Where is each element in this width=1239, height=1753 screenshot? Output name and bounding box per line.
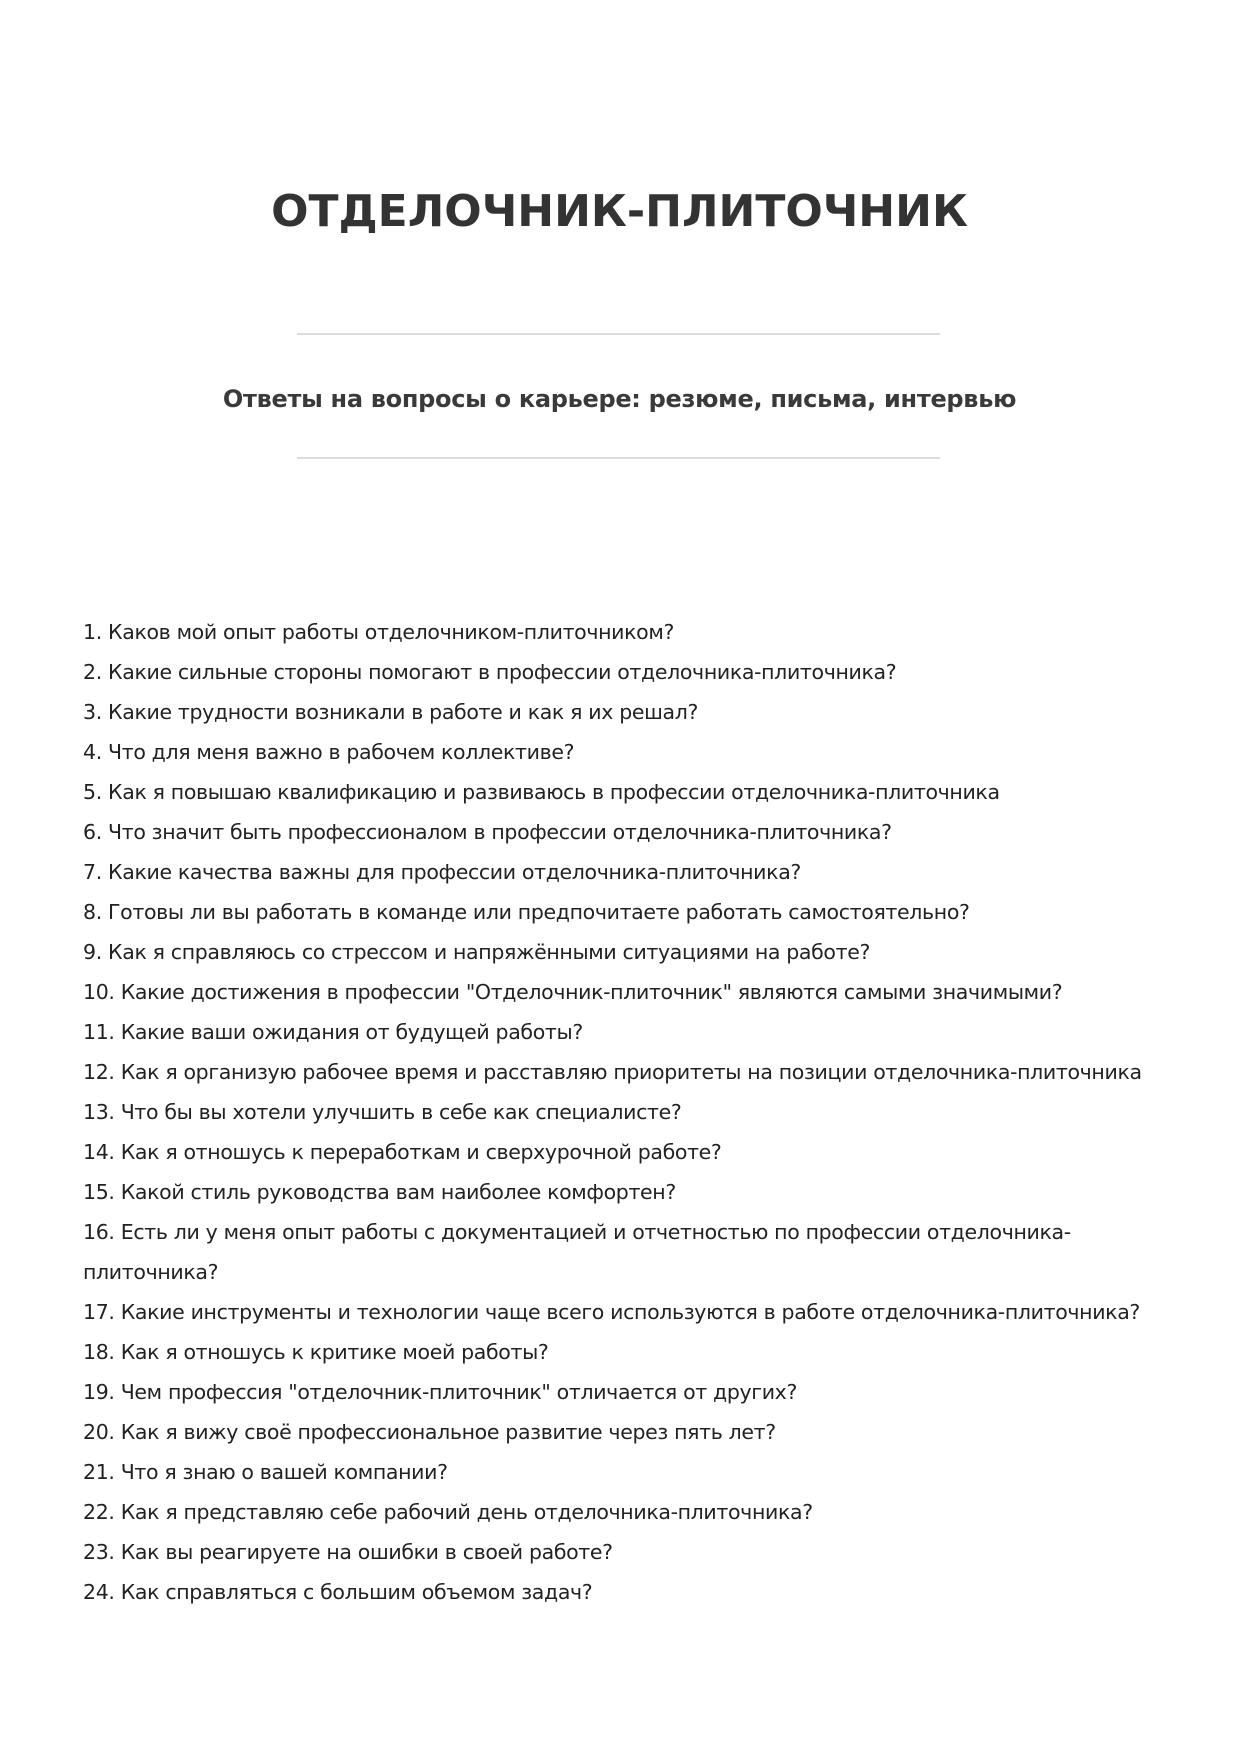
question-item: 9. Как я справляюсь со стрессом и напряжёнными ситуациями на работе? (83, 940, 871, 964)
question-item: 4. Что для меня важно в рабочем коллективе? (83, 740, 575, 764)
question-item: 10. Какие достижения в профессии "Отделочник-плиточник" являются самыми значимыми? (83, 980, 1063, 1004)
question-list (83, 612, 1163, 1612)
question-item: 7. Какие качества важны для профессии отделочника-плиточника? (83, 860, 801, 884)
question-item: 2. Какие сильные стороны помогают в профессии отделочника-плиточника? (83, 660, 897, 684)
page-subtitle: Ответы на вопросы о карьере: резюме, письма, интервью (222, 385, 1017, 413)
question-item: 22. Как я представляю себе рабочий день отделочника-плиточника? (83, 1500, 813, 1524)
question-item: 23. Как вы реагируете на ошибки в своей работе? (83, 1540, 613, 1564)
question-item: 17. Какие инструменты и технологии чаще всего используются в работе отделочника-плиточника? (83, 1300, 1140, 1324)
question-item: 12. Как я организую рабочее время и расставляю приоритеты на позиции отделочника-плиточника (83, 1060, 1142, 1084)
bottom-divider (297, 457, 940, 459)
question-item: 24. Как справляться с большим объемом задач? (83, 1580, 593, 1604)
question-item: 11. Какие ваши ожидания от будущей работы? (83, 1020, 583, 1044)
question-item: 5. Как я повышаю квалификацию и развиваюсь в профессии отделочника-плиточника (83, 780, 1000, 804)
question-item: 19. Чем профессия "отделочник-плиточник" отличается от других? (83, 1380, 797, 1404)
question-item: 3. Какие трудности возникали в работе и как я их решал? (83, 700, 699, 724)
question-item: 1. Каков мой опыт работы отделочником-плиточником? (83, 620, 675, 644)
top-divider (297, 333, 940, 335)
question-item: 13. Что бы вы хотели улучшить в себе как специалисте? (83, 1100, 682, 1124)
question-item: 16. Есть ли у меня опыт работы с документацией и отчетностью по профессии отделочника-плиточника? (83, 1220, 1071, 1284)
question-item: 20. Как я вижу своё профессиональное развитие через пять лет? (83, 1420, 776, 1444)
page-title: ОТДЕЛОЧНИК-ПЛИТОЧНИК (271, 186, 968, 237)
question-item: 18. Как я отношусь к критике моей работы? (83, 1340, 549, 1364)
question-item: 14. Как я отношусь к переработкам и сверхурочной работе? (83, 1140, 722, 1164)
question-item: 21. Что я знаю о вашей компании? (83, 1460, 448, 1484)
question-item: 6. Что значит быть профессионалом в профессии отделочника-плиточника? (83, 820, 892, 844)
question-item: 8. Готовы ли вы работать в команде или предпочитаете работать самостоятельно? (83, 900, 970, 924)
question-item: 15. Какой стиль руководства вам наиболее комфортен? (83, 1180, 676, 1204)
